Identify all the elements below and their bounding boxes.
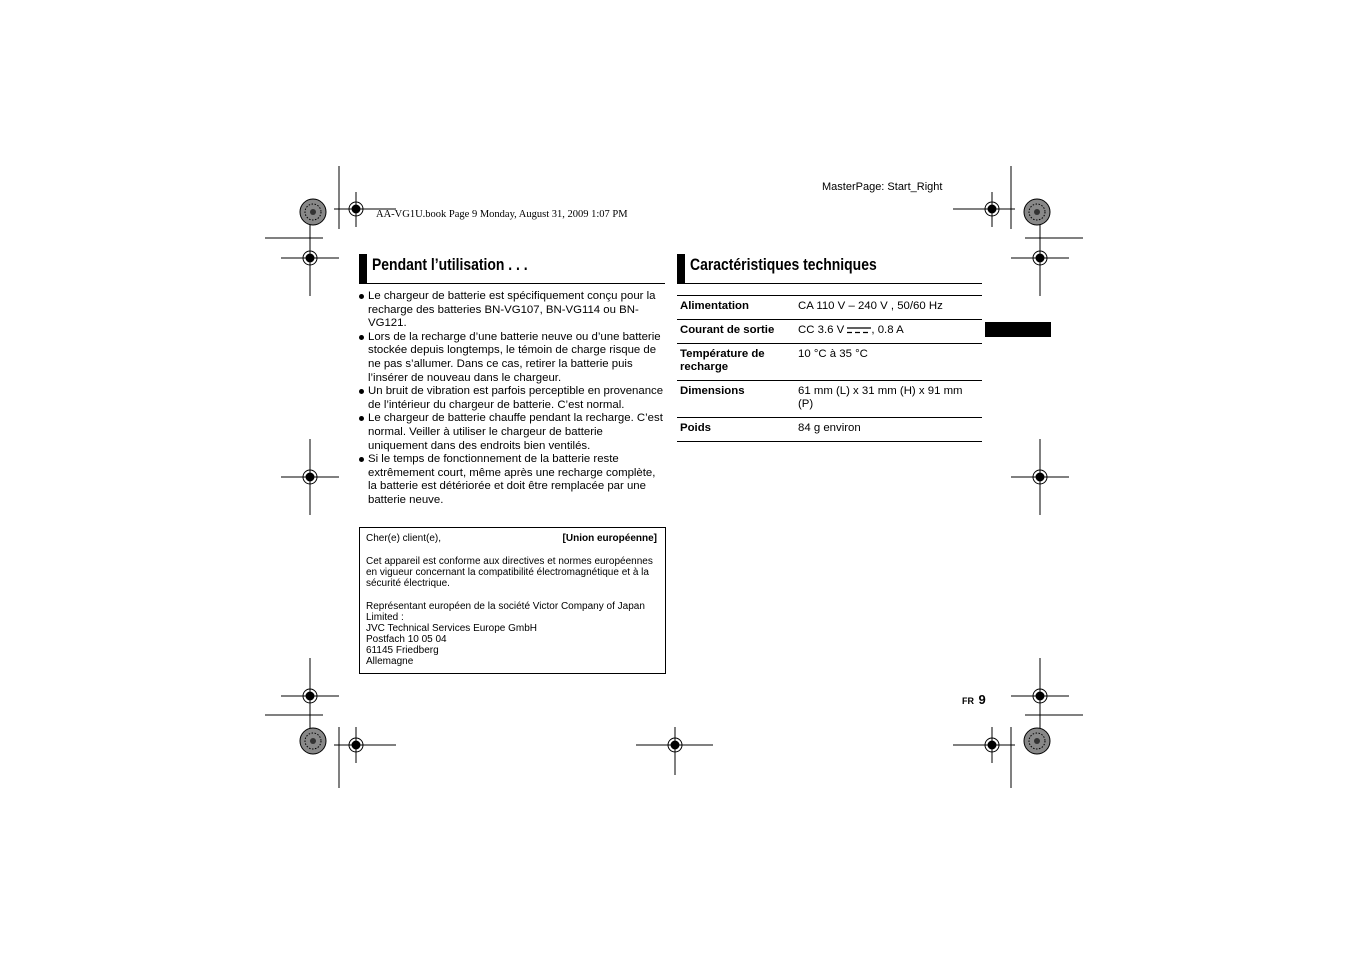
table-row [677, 418, 982, 442]
crosshair-top-right [953, 192, 1015, 227]
registration-wheel-top-right [1024, 199, 1050, 225]
registration-wheel-top-left [300, 199, 326, 225]
spec-value: CA 110 V – 240 V , 50/60 Hz [795, 296, 982, 320]
section-bar-left [359, 254, 367, 284]
section-title-right: Caractéristiques techniques [690, 255, 877, 274]
table-row [677, 381, 982, 418]
table-row [677, 320, 982, 344]
master-page-label: MasterPage: Start_Right [822, 181, 943, 193]
bullet-icon [359, 457, 364, 462]
list-item: Lors de la recharge d’une batterie neuve ou d’une batterie stockée depuis longtemps, le témoin de charge risque de ne pas s’allumer. Dans ce cas, retirer la batterie puis l’insérer de nouveau dans le chargeur. [359, 331, 665, 385]
dc-current-icon [847, 326, 871, 334]
section-rule-left [367, 283, 665, 284]
list-item: Le chargeur de batterie chauffe pendant la recharge. C’est normal. Veiller à utiliser le chargeur de batterie uniquement dans des endroits bien ventilés. [359, 412, 665, 453]
registration-wheel-bottom-left [300, 728, 326, 754]
spec-label: Température de recharge [677, 344, 795, 381]
language-tab-marker [985, 322, 1051, 337]
registration-wheel-bottom-right [1024, 728, 1050, 754]
spec-label: Alimentation [677, 296, 795, 320]
book-info-line: AA-VG1U.book Page 9 Monday, August 31, 2009 1:07 PM [376, 209, 628, 220]
crosshair-right-top [1011, 220, 1069, 296]
page-number [962, 691, 986, 709]
bullet-icon [359, 335, 364, 340]
spec-label: Dimensions [677, 381, 795, 418]
page-lang-code: FR [962, 696, 974, 706]
table-row [677, 344, 982, 381]
crosshair-left-bottom [281, 658, 339, 734]
eu-representative-address: Représentant européen de la société Victor Company of Japan Limited : JVC Technical Services Europe GmbH Postfach 10 05 04 61145 Friedberg Allemagne [366, 601, 645, 667]
list-item: Si le temps de fonctionnement de la batterie reste extrêmement court, même après une recharge complète, la batterie est détériorée et doit être remplacée par une batterie neuve. [359, 453, 665, 507]
section-title-left: Pendant l’utilisation . . . [372, 255, 528, 274]
bullet-icon [359, 416, 364, 421]
list-item: Un bruit de vibration est parfois perceptible en provenance de l’intérieur du chargeur de batterie. C’est normal. [359, 385, 665, 412]
eu-salutation: Cher(e) client(e), [366, 533, 442, 544]
specifications-table [677, 295, 982, 442]
crosshair-bottom-right [953, 727, 1015, 763]
precautions-list [359, 290, 665, 508]
spec-value: 61 mm (L) x 31 mm (H) x 91 mm (P) [795, 381, 982, 418]
table-row [677, 296, 982, 320]
bullet-icon [359, 294, 364, 299]
crosshair-left-middle [281, 439, 339, 515]
page-number-value: 9 [978, 692, 986, 707]
crosshair-bottom-center [636, 727, 713, 775]
eu-compliance-text: Cet appareil est conforme aux directives et normes européennes en vigueur concernant la compatibilité électromagnétique et à la sécurité électrique. [366, 556, 653, 589]
crosshair-left-top [281, 220, 339, 296]
eu-notice-box [359, 527, 666, 674]
spec-label: Poids [677, 418, 795, 442]
spec-value: CC 3.6 V , 0.8 A [795, 320, 982, 344]
section-bar-right [677, 254, 685, 284]
list-item: Le chargeur de batterie est spécifiquement conçu pour la recharge des batteries BN-VG107, BN-VG114 ou BN-VG121. [359, 290, 665, 331]
bullet-icon [359, 389, 364, 394]
crosshair-bottom-left [334, 727, 396, 763]
spec-label: Courant de sortie [677, 320, 795, 344]
section-rule-right [685, 283, 982, 284]
crosshair-right-bottom [1011, 658, 1069, 734]
eu-region-label: [Union européenne] [562, 533, 657, 544]
spec-value: 10 °C à 35 °C [795, 344, 982, 381]
spec-value: 84 g environ [795, 418, 982, 442]
crosshair-right-middle [1011, 439, 1069, 515]
